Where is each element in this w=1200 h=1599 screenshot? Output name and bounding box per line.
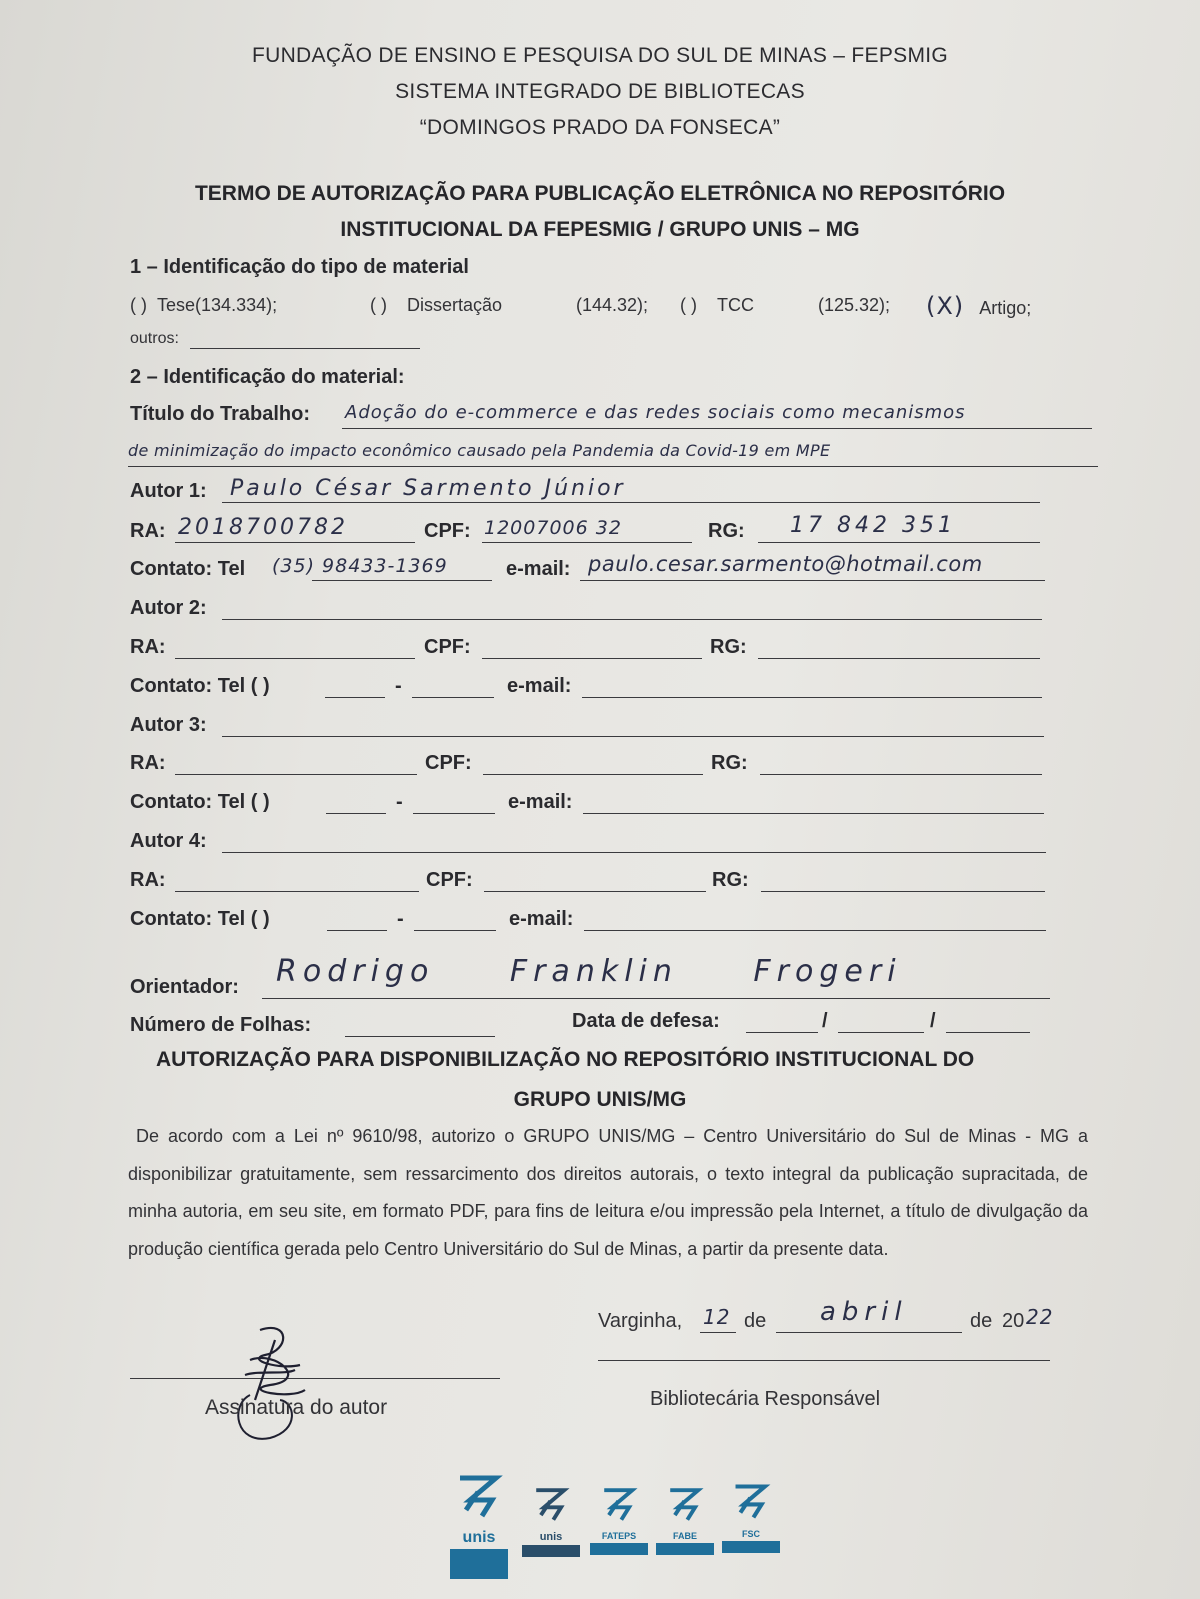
autor1-ra-field[interactable] <box>175 542 415 543</box>
autor1-email: paulo.cesar.sarmento@hotmail.com <box>588 552 983 576</box>
library-name: “DOMINGOS PRADO DA FONSECA” <box>419 116 781 139</box>
autor3-tel-dash: - <box>396 791 403 813</box>
authorization-title-line1: AUTORIZAÇÃO PARA DISPONIBILIZAÇÃO NO REPOSITÓRIO INSTITUCIONAL DO <box>156 1048 975 1071</box>
autor4-tel-dash: - <box>397 908 404 930</box>
autor1-email-field[interactable] <box>580 580 1045 581</box>
date-month-field[interactable] <box>776 1332 962 1333</box>
outros-field[interactable] <box>190 348 420 349</box>
autor4-tel-field-b[interactable] <box>414 930 496 931</box>
institution-name: FUNDAÇÃO DE ENSINO E PESQUISA DO SUL DE MINAS – FEPSMIG <box>251 44 949 67</box>
autor1-rg-field[interactable] <box>758 542 1040 543</box>
form-title-line2: INSTITUCIONAL DA FEPESMIG / GRUPO UNIS – MG <box>340 218 860 241</box>
date-month: abril <box>820 1297 908 1327</box>
orientador-label: Orientador: <box>130 976 239 998</box>
autor1-rg: 17 842 351 <box>790 513 956 538</box>
unis-logo-icon-2: unis <box>522 1484 580 1557</box>
autor2-ra-field[interactable] <box>175 658 415 659</box>
autor2-cpf-field[interactable] <box>482 658 702 659</box>
titulo-label: Título do Trabalho: <box>130 403 310 425</box>
autor3-tel-field-a[interactable] <box>326 813 386 814</box>
orientador-field[interactable] <box>262 998 1050 999</box>
autor1-ra-label: RA: <box>130 520 166 542</box>
titulo-value-line2: de minimização do impacto econômico causado pela Pandemia da Covid-19 em MPE <box>128 441 831 460</box>
autor2-tel-field-a[interactable] <box>325 697 385 698</box>
autor3-cpf-label: CPF: <box>425 752 472 774</box>
autor2-tel-dash: - <box>395 675 402 697</box>
defesa-year-field[interactable] <box>946 1032 1030 1033</box>
autor4-ra-label: RA: <box>130 869 166 891</box>
dissertacao-code: (144.32); <box>576 295 649 315</box>
autor1-label: Autor 1: <box>130 480 207 502</box>
autor1-tel: (35) 98433-1369 <box>272 555 448 577</box>
defesa-day-field[interactable] <box>746 1032 818 1033</box>
library-system: SISTEMA INTEGRADO DE BIBLIOTECAS <box>395 80 805 103</box>
autor3-email-field[interactable] <box>583 813 1044 814</box>
option-tese[interactable]: ( ) Tese(134.334); <box>130 295 278 315</box>
autor1-ra: 2018700782 <box>178 515 348 540</box>
option-tcc[interactable]: ( ) TCC <box>680 295 755 315</box>
autor4-tel-field-a[interactable] <box>327 930 387 931</box>
autor2-label: Autor 2: <box>130 597 207 619</box>
defesa-month-field[interactable] <box>838 1032 924 1033</box>
defesa-label: Data de defesa: <box>572 1010 720 1032</box>
autor2-rg-field[interactable] <box>758 658 1040 659</box>
autor3-tel-field-b[interactable] <box>413 813 495 814</box>
autor4-rg-label: RG: <box>712 869 749 891</box>
autor2-rg-label: RG: <box>710 636 747 658</box>
titulo-line2-field[interactable] <box>128 466 1098 467</box>
section2-heading: 2 – Identificação do material: <box>130 366 405 388</box>
autor1-rg-label: RG: <box>708 520 745 542</box>
autor1-cpf-label: CPF: <box>424 520 471 542</box>
orientador-value: Rodrigo Franklin Frogeri <box>276 954 902 989</box>
autor4-field[interactable] <box>222 852 1046 853</box>
date-de-1: de <box>744 1310 767 1332</box>
autor1-cpf-field[interactable] <box>482 542 692 543</box>
autor2-contato-label: Contato: Tel ( ) <box>130 675 270 697</box>
autor4-cpf-label: CPF: <box>426 869 473 891</box>
author-signature-label: Assinatura do autor <box>205 1396 388 1419</box>
autor1-contato-label: Contato: Tel <box>130 558 246 580</box>
authorization-title-line2: GRUPO UNIS/MG <box>513 1088 687 1111</box>
autor3-cpf-field[interactable] <box>483 774 703 775</box>
autor4-label: Autor 4: <box>130 830 207 852</box>
autor2-ra-label: RA: <box>130 636 166 658</box>
unis-logo-icon: unis <box>450 1470 508 1579</box>
autor2-tel-field-b[interactable] <box>412 697 494 698</box>
fsc-logo-icon: FSC <box>722 1480 780 1553</box>
date-day-field[interactable] <box>700 1332 736 1333</box>
tcc-code: (125.32); <box>818 295 891 315</box>
autor3-contato-label: Contato: Tel ( ) <box>130 791 270 813</box>
autor3-ra-field[interactable] <box>175 774 417 775</box>
option-dissertacao[interactable]: ( ) Dissertação <box>370 295 503 315</box>
date-day: 12 <box>703 1305 731 1329</box>
folhas-field[interactable] <box>345 1036 495 1037</box>
authorization-paragraph: De acordo com a Lei nº 9610/98, autorizo o GRUPO UNIS/MG – Centro Universitário do Sul de Minas - MG a disponibilizar gratuitamente, sem ressarcimento dos direitos autorais, o texto integral da publicação supracitada, de minha autoria, em seu site, em formato PDF, para fins de leitura e/ou impressão pela Internet, a título de divulgação da produção científica gerada pelo Centro Universitário do Sul de Minas, a partir da presente data. <box>128 1126 1088 1259</box>
fabe-logo-icon: FABE <box>656 1484 714 1555</box>
autor3-label: Autor 3: <box>130 714 207 736</box>
autor1-field[interactable] <box>222 502 1040 503</box>
form-title-line1: TERMO DE AUTORIZAÇÃO PARA PUBLICAÇÃO ELETRÔNICA NO REPOSITÓRIO <box>194 182 1006 205</box>
autor2-email-label: e-mail: <box>507 675 572 697</box>
autor2-email-field[interactable] <box>582 697 1042 698</box>
autor1-tel-field[interactable] <box>312 580 492 581</box>
autor4-rg-field[interactable] <box>761 891 1045 892</box>
outros-label: outros: <box>130 330 179 347</box>
date-year-suffix: 22 <box>1026 1305 1054 1329</box>
librarian-signature-label: Bibliotecária Responsável <box>650 1388 881 1410</box>
autor3-rg-label: RG: <box>711 752 748 774</box>
autor3-ra-label: RA: <box>130 752 166 774</box>
autor1-name: Paulo César Sarmento Júnior <box>230 476 626 501</box>
autor3-rg-field[interactable] <box>760 774 1042 775</box>
author-signature-scribble <box>220 1310 330 1450</box>
folhas-label: Número de Folhas: <box>130 1014 312 1036</box>
date-de-2: de <box>970 1310 993 1332</box>
defesa-slash-1: / <box>822 1010 828 1032</box>
date-city: Varginha, <box>598 1310 683 1332</box>
autor3-field[interactable] <box>222 736 1044 737</box>
option-artigo[interactable]: (X) Artigo; <box>926 292 1032 320</box>
autor1-email-label: e-mail: <box>506 558 571 580</box>
autor4-cpf-field[interactable] <box>484 891 706 892</box>
autor1-cpf: 12007006 32 <box>484 517 622 539</box>
autor3-email-label: e-mail: <box>508 791 573 813</box>
titulo-value-line1: Adoção do e-commerce e das redes sociais como mecanismos <box>345 402 966 423</box>
titulo-line1-field[interactable] <box>342 428 1092 429</box>
fateps-logo-icon: FATEPS <box>590 1484 648 1555</box>
autor2-field[interactable] <box>222 619 1042 620</box>
section1-heading: 1 – Identificação do tipo de material <box>130 256 469 278</box>
librarian-signature-line[interactable] <box>598 1360 1050 1361</box>
autor4-ra-field[interactable] <box>175 891 419 892</box>
autor4-contato-label: Contato: Tel ( ) <box>130 908 270 930</box>
autor4-email-field[interactable] <box>584 930 1046 931</box>
date-year-prefix: 20 <box>1002 1310 1025 1332</box>
defesa-slash-2: / <box>930 1010 936 1032</box>
autor2-cpf-label: CPF: <box>424 636 471 658</box>
autor4-email-label: e-mail: <box>509 908 574 930</box>
